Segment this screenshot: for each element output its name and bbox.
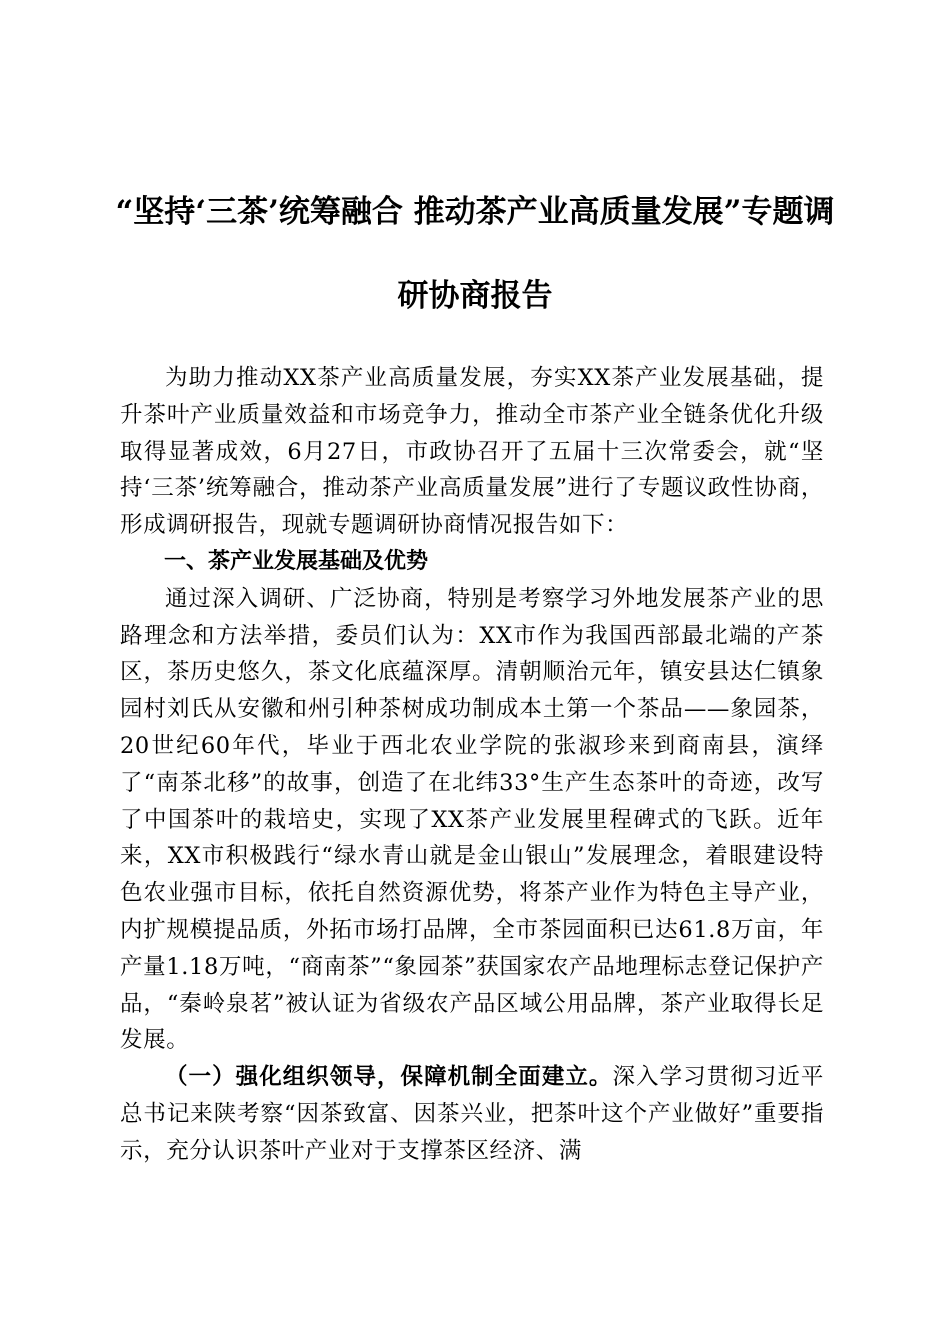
intro-paragraph: 为助力推动XX茶产业高质量发展，夯实XX茶产业发展基础，提升茶叶产业质量效益和市场竞争力，推动全市茶产业全链条优化升级取得显著成效，6月27日，市政协召开了五届十三次常委会，就“坚持‘三茶’统筹融合，推动茶产业高质量发展”进行了专题议政性协商，形成调研报告，现就专题调研协商情况报告如下： <box>120 365 824 539</box>
document-body <box>120 360 824 1170</box>
subsection-1-paragraph <box>120 1059 824 1169</box>
subsection-heading-1: （一）强化组织领导，保障机制全面建立。 <box>165 1064 613 1091</box>
subsection-1-text: 深入学习贯彻习近平总书记来陕考察“因茶致富、因茶兴业，把茶叶这个产业做好”重要指示，充分认识茶叶产业对于支撑茶区经济、满 <box>120 1064 824 1164</box>
section-1-paragraph: 通过深入调研、广泛协商，特别是考察学习外地发展茶产业的思路理念和方法举措，委员们认为：XX市作为我国西部最北端的产茶区，茶历史悠久，茶文化底蕴深厚。清朝顺治元年，镇安县达仁镇象园村刘氏从安徽和州引种茶树成功制成本土第一个茶品——象园茶，20世纪60年代，毕业于西北农业学院的张淑珍来到商南县，演绎了“南茶北移”的故事，创造了在北纬33°生产生态茶叶的奇迹，改写了中国茶叶的栽培史，实现了XX茶产业发展里程碑式的飞跃。近年来，XX市积极践行“绿水青山就是金山银山”发展理念，着眼建设特色农业强市目标，依托自然资源优势，将茶产业作为特色主导产业，内扩规模提品质，外拓市场打品牌，全市茶园面积已达61.8万亩，年产量1.18万吨，“商南茶”“象园茶”获国家农产品地理标志登记保护产品，“秦岭泉茗”被认证为省级农产品区域公用品牌，茶产业取得长足发展。 <box>120 585 824 1054</box>
document-title: “坚持‘三茶’统筹融合 推动茶产业高质量发展”专题调研协商报告 <box>115 194 835 314</box>
section-heading-1: 一、茶产业发展基础及优势 <box>164 548 429 574</box>
